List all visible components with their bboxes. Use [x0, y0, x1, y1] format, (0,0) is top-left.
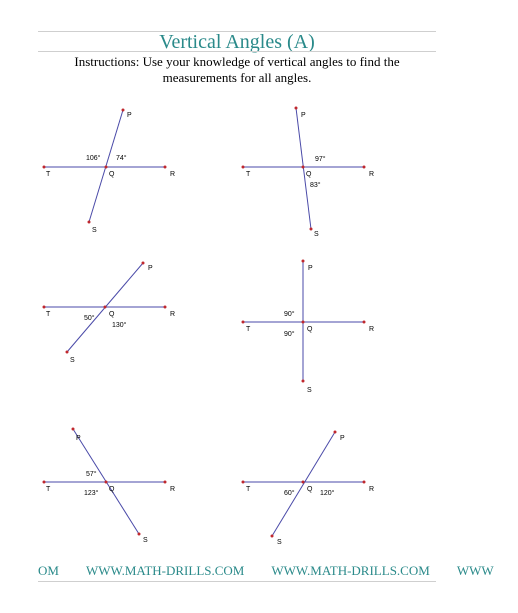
point-s: [271, 535, 274, 538]
point-p: [295, 107, 298, 110]
point-t: [43, 306, 46, 309]
angle-label-1: 90°: [284, 311, 295, 318]
angle-label-2: 90°: [284, 331, 295, 338]
angle-diagram-6: [242, 431, 375, 547]
point-p: [72, 428, 75, 431]
point-r: [164, 166, 167, 169]
angle-diagram-3: [43, 262, 176, 365]
footer-partial-end: WWW: [456, 563, 494, 578]
point-q: [302, 321, 305, 324]
angle-diagram-1: [43, 109, 176, 235]
label-t: T: [46, 311, 51, 318]
point-t: [242, 166, 245, 169]
point-q: [302, 481, 305, 484]
footer-link[interactable]: WWW.MATH-DRILLS.COM: [271, 563, 430, 578]
angle-label-2: 83°: [310, 182, 321, 189]
point-t: [242, 321, 245, 324]
angle-label-2: 123°: [84, 490, 99, 497]
angle-diagram-2: [242, 107, 375, 239]
point-s: [310, 228, 313, 231]
label-r: R: [369, 326, 375, 333]
point-q: [105, 166, 108, 169]
label-r: R: [369, 486, 375, 493]
point-p: [142, 262, 145, 265]
angle-diagram-5: [43, 428, 176, 545]
point-r: [363, 166, 366, 169]
label-q: Q: [307, 326, 313, 333]
label-p: P: [308, 265, 313, 272]
angle-label-2: 74°: [116, 155, 127, 162]
label-p: P: [127, 112, 132, 119]
point-r: [363, 321, 366, 324]
label-s: S: [314, 231, 319, 238]
label-q: Q: [307, 486, 313, 493]
angle-label-1: 60°: [284, 490, 295, 497]
footer-partial-start: OM: [38, 563, 59, 578]
label-s: S: [70, 357, 75, 364]
point-s: [138, 533, 141, 536]
point-s: [66, 351, 69, 354]
angle-label-1: 106°: [86, 155, 101, 162]
label-r: R: [170, 486, 176, 493]
label-t: T: [246, 326, 251, 333]
label-s: S: [143, 537, 148, 544]
point-q: [104, 306, 107, 309]
point-t: [43, 166, 46, 169]
point-p: [302, 260, 305, 263]
label-p: P: [340, 435, 345, 442]
label-q: Q: [306, 171, 312, 178]
angle-label-2: 130°: [112, 322, 127, 329]
label-t: T: [246, 171, 251, 178]
point-p: [122, 109, 125, 112]
point-q: [302, 166, 305, 169]
label-r: R: [170, 311, 176, 318]
point-t: [242, 481, 245, 484]
label-p: P: [301, 112, 306, 119]
point-t: [43, 481, 46, 484]
angle-label-2: 120°: [320, 490, 335, 497]
label-s: S: [92, 227, 97, 234]
instructions: Instructions: Use your knowledge of vertical angles to find the measurements for all angles.: [74, 54, 400, 85]
label-r: R: [369, 171, 375, 178]
line-ps: [296, 108, 311, 229]
label-t: T: [46, 486, 51, 493]
angle-label-1: 50°: [84, 315, 95, 322]
label-p: P: [76, 435, 81, 442]
point-r: [164, 481, 167, 484]
angle-label-1: 97°: [315, 156, 326, 163]
point-r: [164, 306, 167, 309]
point-q: [105, 481, 108, 484]
bottom-rule: [38, 581, 436, 582]
line-ps: [272, 432, 335, 536]
label-s: S: [307, 387, 312, 394]
footer-links: [38, 563, 494, 579]
angle-diagram-4: [242, 260, 375, 395]
label-q: Q: [109, 311, 115, 318]
footer-link[interactable]: WWW.MATH-DRILLS.COM: [85, 563, 245, 578]
label-t: T: [246, 486, 251, 493]
point-s: [88, 221, 91, 224]
label-q: Q: [109, 171, 115, 178]
point-r: [363, 481, 366, 484]
label-p: P: [148, 265, 153, 272]
angle-label-1: 57°: [86, 471, 97, 478]
label-s: S: [277, 539, 282, 546]
label-t: T: [46, 171, 51, 178]
point-s: [302, 380, 305, 383]
page-title: Vertical Angles (A): [159, 31, 315, 53]
point-p: [334, 431, 337, 434]
label-r: R: [170, 171, 176, 178]
label-q: Q: [109, 486, 115, 493]
